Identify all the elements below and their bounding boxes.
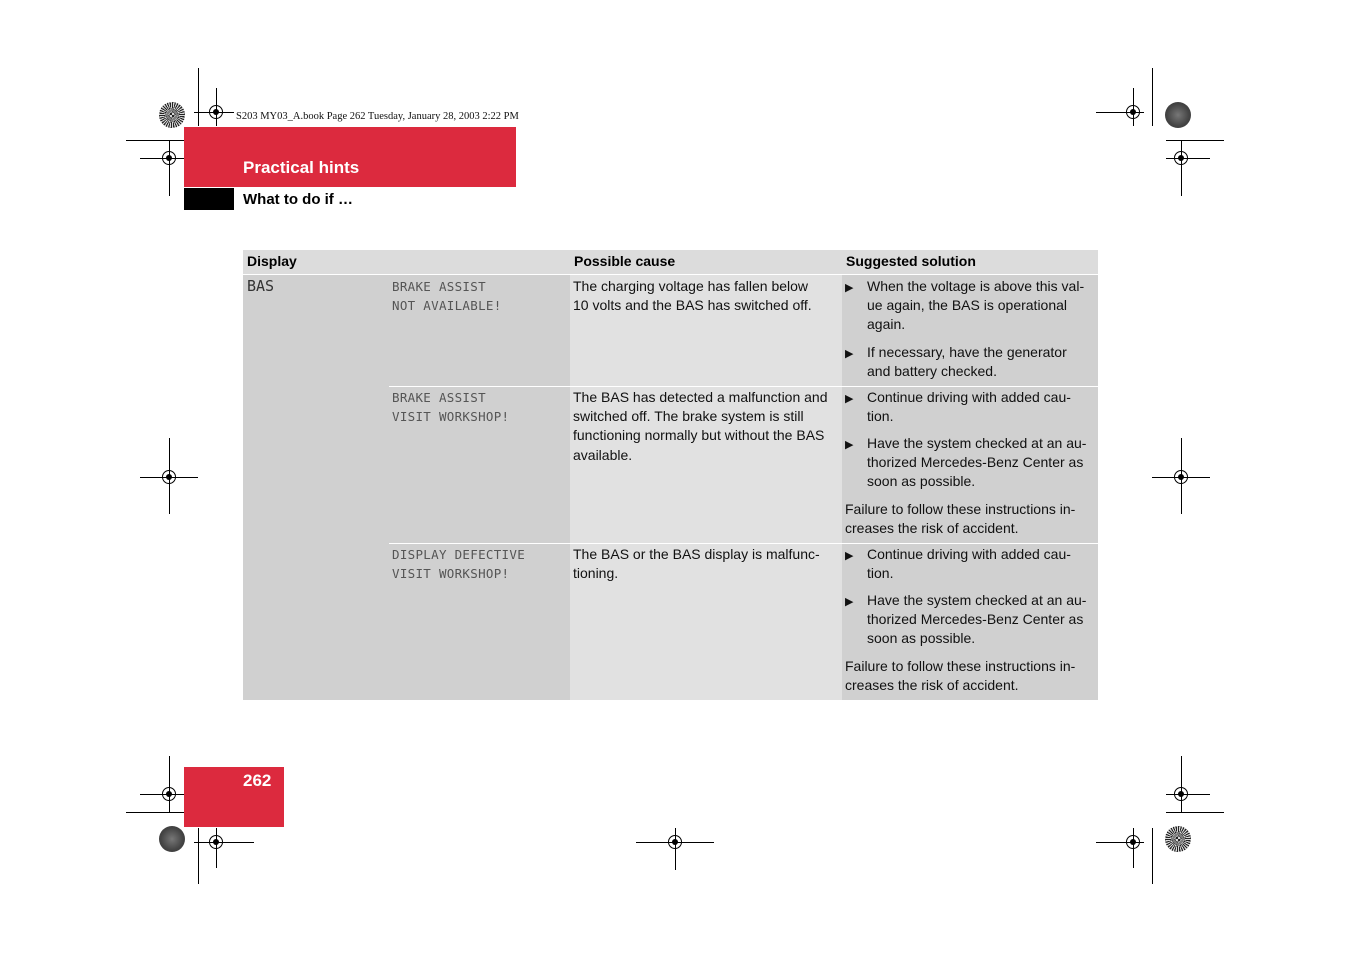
display-column [243, 250, 570, 700]
column-header-solution: Suggested solution [842, 250, 1098, 275]
registration-mark-icon [666, 833, 684, 851]
registration-mark-icon [160, 149, 178, 167]
solution-step: Have the system checked at an au- thorized Mercedes-Benz Center as soon as possible. [867, 435, 1087, 490]
subtitle-marker [184, 188, 234, 210]
display-message: BRAKE ASSIST VISIT WORKSHOP! [392, 390, 510, 425]
possible-cause: The BAS or the BAS display is malfunc- tioning. [573, 546, 820, 582]
registration-mark-icon [207, 103, 225, 121]
display-message: BRAKE ASSIST NOT AVAILABLE! [392, 279, 502, 314]
possible-cause: The BAS has detected a malfunction and switched off. The brake system is still functioning normally but without the BAS available. [573, 389, 828, 463]
registration-mark-icon [160, 468, 178, 486]
registration-disc-icon [159, 826, 185, 852]
registration-mark-icon [1172, 785, 1190, 803]
page-subtitle: What to do if … [243, 191, 353, 208]
registration-mark-icon [160, 785, 178, 803]
registration-mark-icon [1124, 833, 1142, 851]
registration-mark-icon [1172, 468, 1190, 486]
section-title: Practical hints [243, 158, 360, 177]
solution-step: Have the system checked at an au- thorized Mercedes-Benz Center as soon as possible. [867, 592, 1087, 647]
triangle-right-icon: ▶ [845, 596, 854, 608]
registration-mark-icon [1172, 149, 1190, 167]
cause-column [570, 250, 842, 700]
triangle-right-icon: ▶ [845, 439, 854, 451]
solution-step: If necessary, have the generator and battery checked. [867, 344, 1067, 380]
display-message: DISPLAY DEFECTIVE VISIT WORKSHOP! [392, 547, 526, 582]
registration-disc-icon [159, 102, 185, 128]
solution-step: Continue driving with added cau- tion. [867, 389, 1071, 425]
section-bar [184, 127, 516, 187]
warning-note: Failure to follow these instructions in- creases the risk of accident. [845, 501, 1076, 537]
display-main-label: BAS [247, 277, 275, 295]
column-header-cause: Possible cause [570, 250, 842, 275]
troubleshooting-table [243, 250, 1098, 700]
registration-disc-icon [1165, 102, 1191, 128]
possible-cause: The charging voltage has fallen below 10 volts and the BAS has switched off. [573, 278, 812, 314]
triangle-right-icon: ▶ [845, 348, 854, 360]
warning-note: Failure to follow these instructions in- creases the risk of accident. [845, 658, 1076, 694]
row-separator [389, 386, 1098, 387]
registration-mark-icon [207, 833, 225, 851]
column-header-display: Display [243, 250, 570, 275]
page-number: 262 [243, 771, 272, 790]
solution-step: Continue driving with added cau- tion. [867, 546, 1071, 582]
registration-disc-icon [1165, 826, 1191, 852]
registration-mark-icon [1124, 103, 1142, 121]
solution-step: When the voltage is above this val- ue again, the BAS is operational again. [867, 278, 1085, 333]
triangle-right-icon: ▶ [845, 282, 854, 294]
row-separator [389, 543, 1098, 544]
triangle-right-icon: ▶ [845, 393, 854, 405]
triangle-right-icon: ▶ [845, 550, 854, 562]
file-info: S203 MY03_A.book Page 262 Tuesday, January 28, 2003 2:22 PM [236, 111, 519, 122]
